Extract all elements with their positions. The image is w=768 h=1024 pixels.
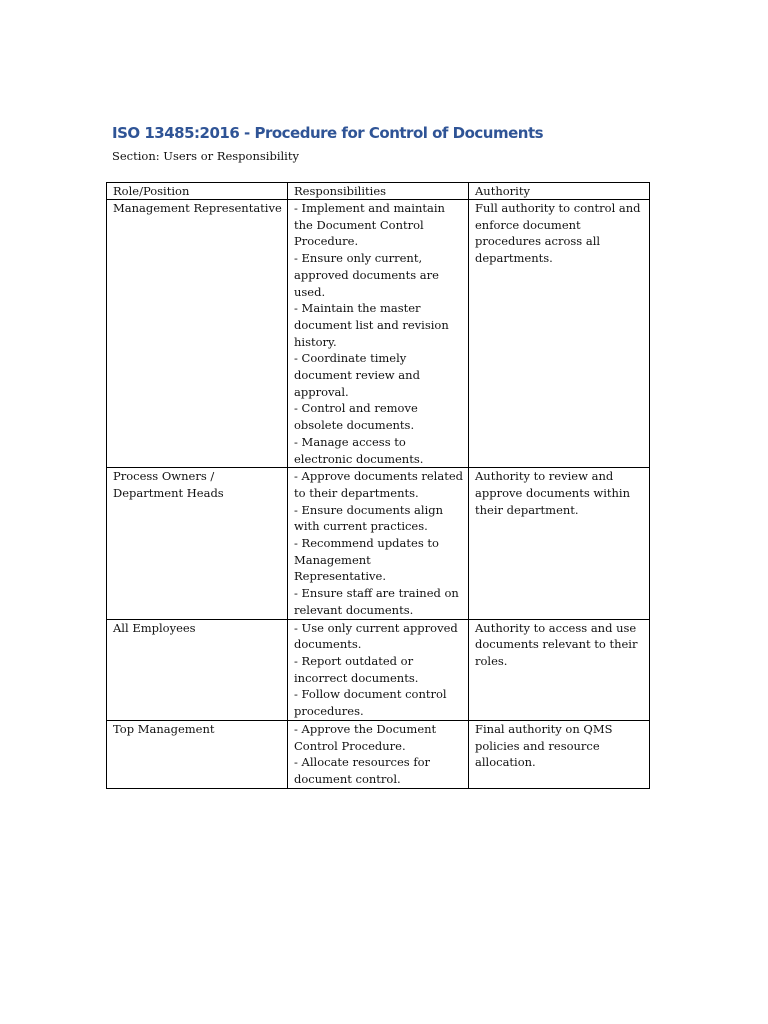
responsibility-table [106,182,650,789]
responsibility-item: - Ensure only current, approved documents are used. [294,251,439,299]
table-row [107,720,650,788]
responsibility-item: - Recommend updates to Management Representative. [294,536,439,584]
responsibility-item: - Ensure staff are trained on relevant documents. [294,586,459,617]
responsibilities-cell [288,720,469,788]
responsibility-item: - Allocate resources for document control. [294,755,431,786]
authority-cell: Authority to review and approve documents within their department. [469,468,650,619]
responsibility-item: - Manage access to electronic documents. [294,434,424,466]
role-cell: Management Representative [107,200,288,468]
responsibility-item: - Control and remove obsolete documents. [294,401,418,433]
authority-cell: Full authority to control and enforce document procedures across all departments. [469,200,650,468]
responsibility-item: - Follow document control procedures. [294,687,447,719]
responsibility-item: - Coordinate timely document review and approval. [294,351,420,399]
responsibility-item: - Maintain the master document list and revision history. [294,301,449,349]
header-responsibilities: Responsibilities [288,183,469,200]
responsibility-item: - Implement and maintain the Document Control Procedure. [294,201,445,249]
responsibility-item: - Report outdated or incorrect documents. [294,653,419,685]
responsibilities-cell [288,619,469,720]
role-cell: Process Owners / Department Heads [107,468,288,619]
header-role: Role/Position [107,183,288,200]
authority-cell: Authority to access and use documents relevant to their roles. [469,619,650,720]
document-title: ISO 13485:2016 - Procedure for Control of Documents [112,124,544,142]
responsibility-item: - Use only current approved documents. [294,620,458,652]
header-authority: Authority [469,183,650,200]
table-row [107,200,650,468]
role-cell: Top Management [107,720,288,788]
table-header-row [107,183,650,200]
role-cell: All Employees [107,619,288,720]
table-row [107,468,650,619]
responsibility-item: - Approve the Document Control Procedure. [294,721,437,753]
table-row [107,619,650,720]
responsibility-item: - Ensure documents align with current practices. [294,502,444,534]
responsibilities-cell [288,200,469,468]
responsibilities-cell [288,468,469,619]
authority-cell: Final authority on QMS policies and resource allocation. [469,720,650,788]
section-subtitle: Section: Users or Responsibility [112,149,299,163]
responsibility-item: - Approve documents related to their departments. [294,469,464,500]
